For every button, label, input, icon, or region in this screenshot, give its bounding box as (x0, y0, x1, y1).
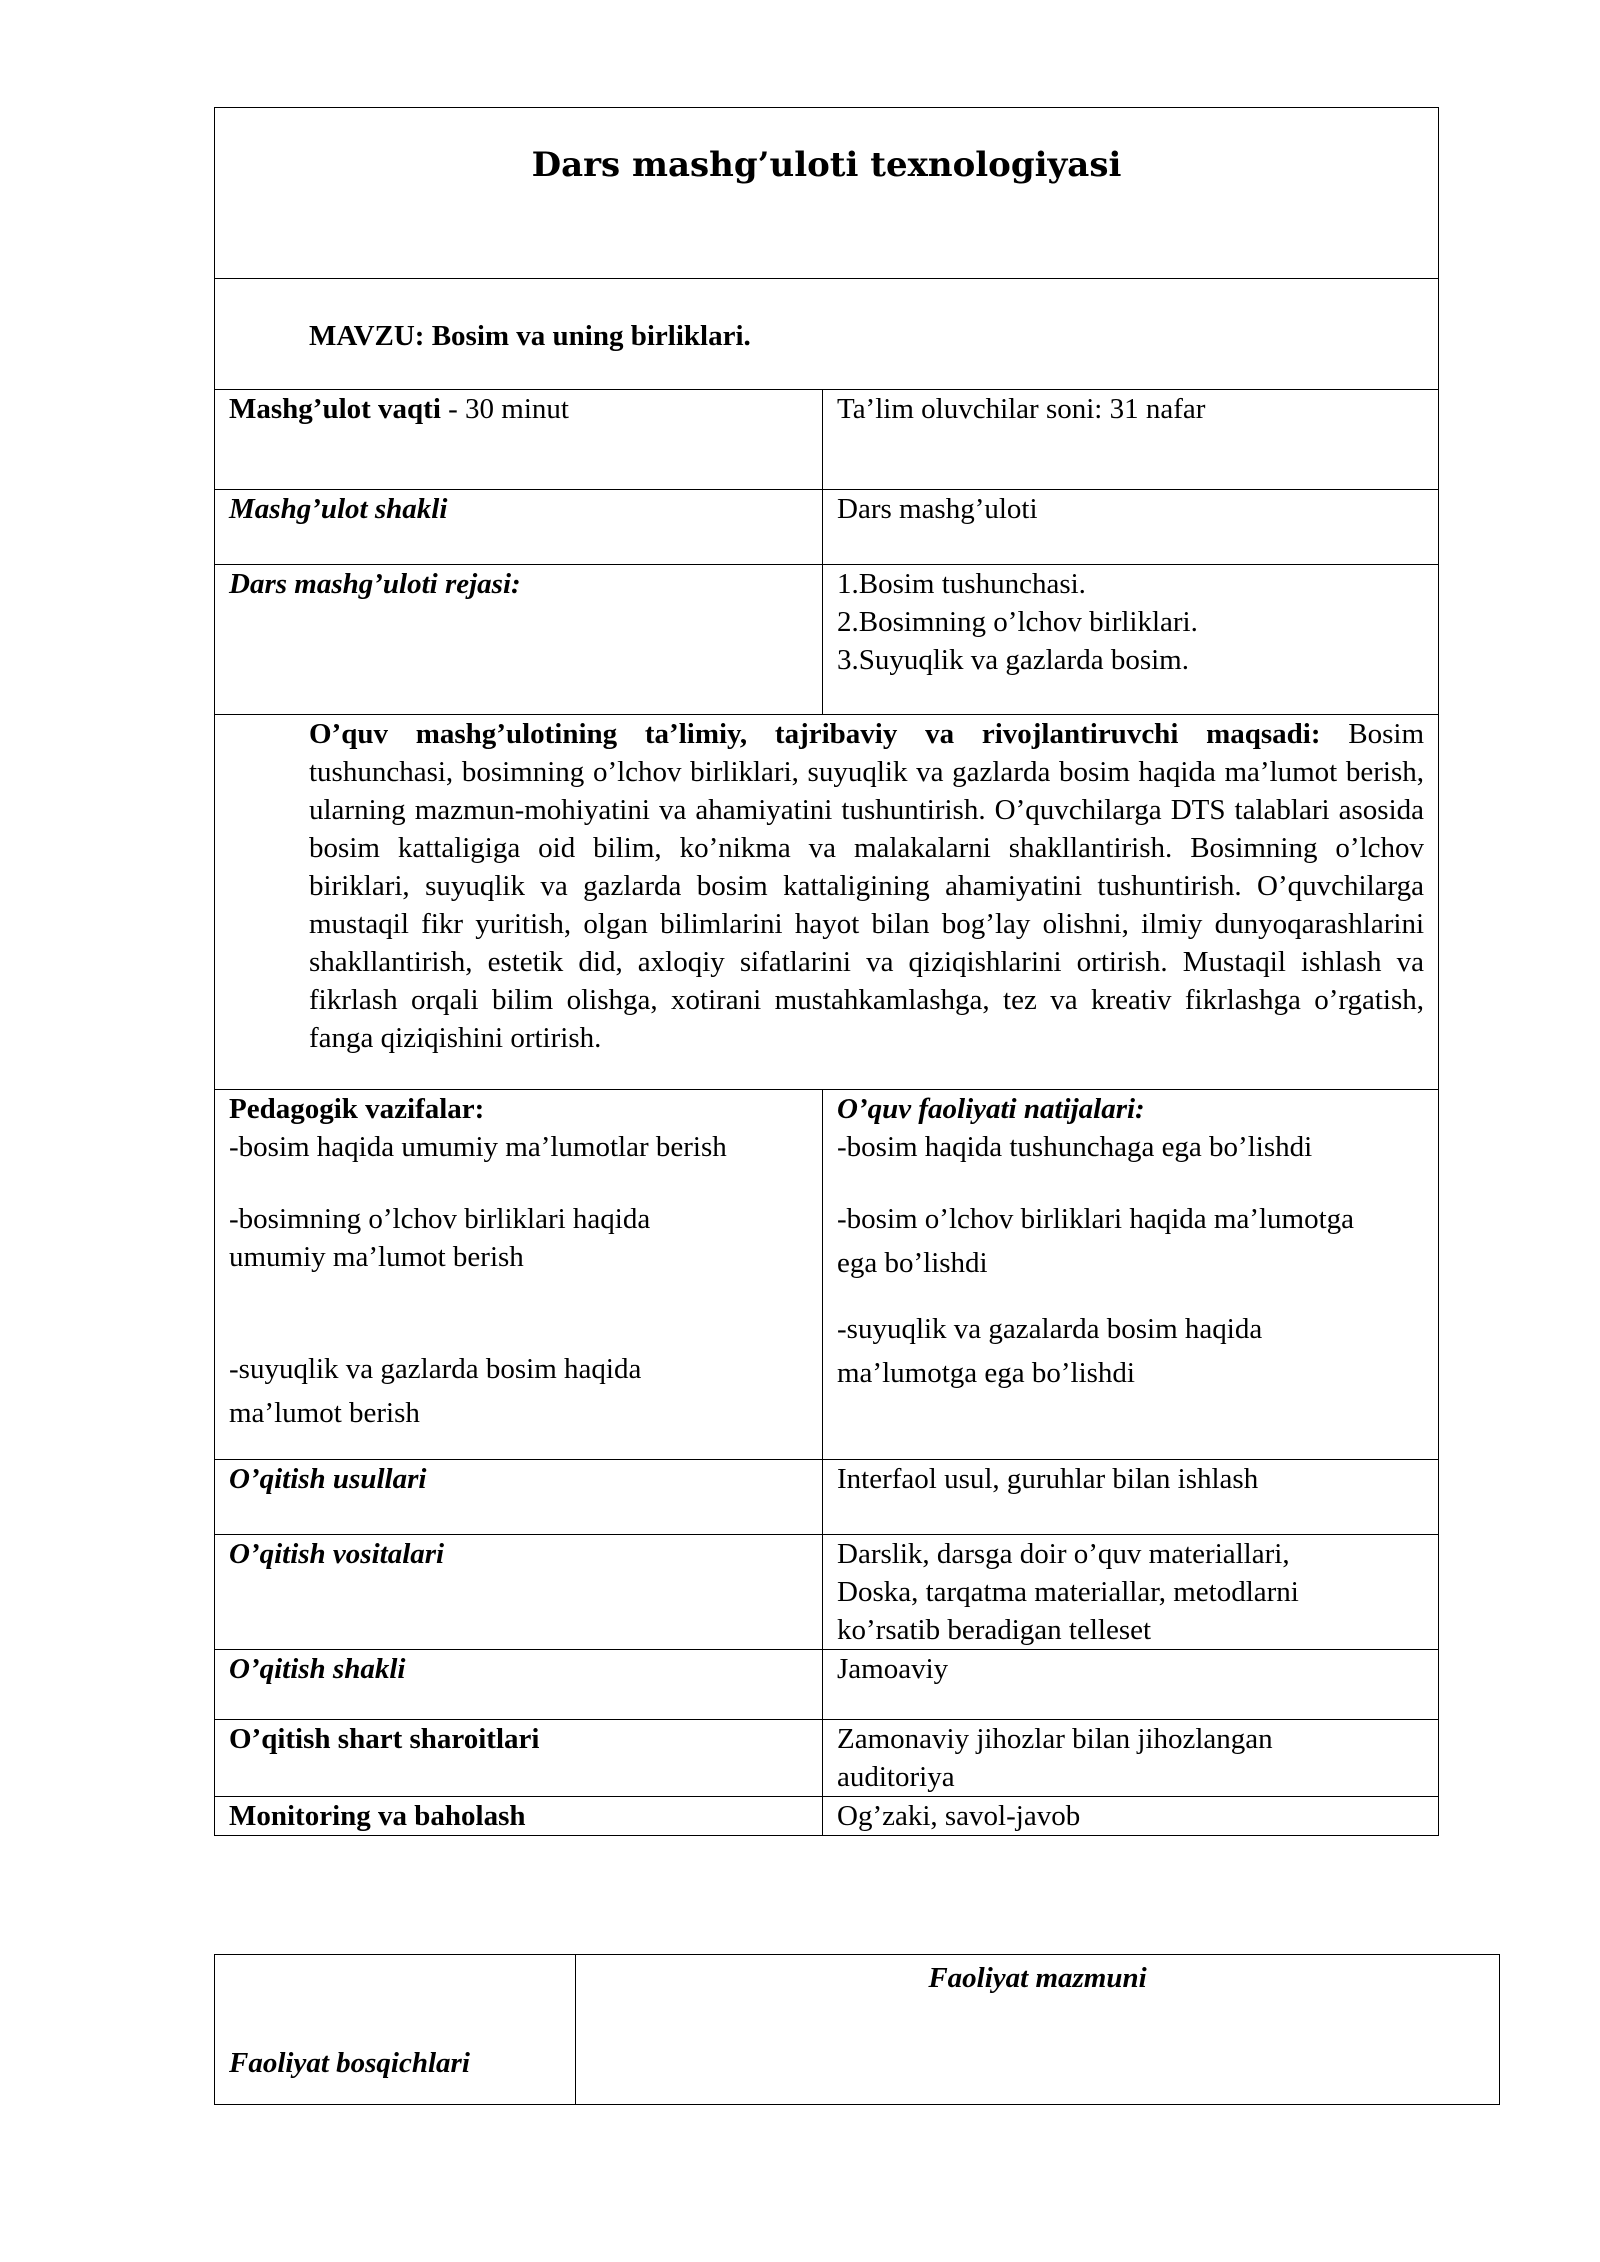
stages-header-cell (215, 1955, 576, 2105)
goal-text: Bosim tushunchasi, bosimning o’lchov birliklari, suyuqlik va gazlarda bosim haqida ma’lumot berish, ularning mazmun-mohiyatini va ahamiyatini tushuntirish. O’quvchilarga DTS talablari asosida bosim kattaligiga oid bilim, ko’nikma va malakalarni shakllantirish. Bosimning o’lchov biriklari, suyuqlik va gazlarda bosim kattaligining ahamiyatini tushuntirish. O’quvchilarga mustaqil fikr yuritish, olgan bilimlarini hayot bilan bog’lay olishni, ilmiy dunyoqarashlarini shakllantirish, estetik did, axloqiy sifatlarini va qiziqishlarini ortirish. Mustaqil ishlash va fikrlash orqali bilim olishga, xotirani mustahkamlashga, tez va kreativ fikrlashga o’rgatish, fanga qiziqishini ortirish. (309, 718, 1425, 1054)
tools-value-cell (823, 1535, 1439, 1650)
goal-cell (215, 715, 1439, 1090)
monitoring-value: Og’zaki, savol-javob (837, 1800, 1081, 1832)
tools-label: O’qitish vositalari (229, 1538, 445, 1570)
duration-cell (215, 390, 823, 490)
duration-value: - 30 minut (440, 393, 569, 425)
students-cell (823, 390, 1439, 490)
conditions-value-cell (823, 1720, 1439, 1797)
title-cell (215, 108, 1439, 279)
results-item: -bosim o’lchov birliklari haqida ma’lumotga (837, 1203, 1355, 1235)
tools-label-cell (215, 1535, 823, 1650)
plan-item: 1.Bosim tushunchasi. (837, 568, 1086, 600)
results-label: O’quv faoliyati natijalari: (837, 1093, 1145, 1125)
conditions-line: Zamonaviy jihozlar bilan jihozlangan (837, 1723, 1273, 1755)
results-item: ma’lumotga ega bo’lishdi (837, 1357, 1135, 1389)
pedagogical-cell (215, 1090, 823, 1460)
pedagogical-item: umumiy ma’lumot berish (229, 1241, 524, 1273)
conditions-label: O’qitish shart sharoitlari (229, 1723, 540, 1755)
results-item: -bosim haqida tushunchaga ega bo’lishdi (837, 1131, 1313, 1163)
conditions-label-cell (215, 1720, 823, 1797)
pedagogical-label: Pedagogik vazifalar: (229, 1093, 485, 1125)
methods-label-cell (215, 1460, 823, 1535)
stages-label: Faoliyat bosqichlari (229, 2047, 470, 2079)
results-item: ega bo’lishdi (837, 1247, 988, 1279)
methods-value-cell (823, 1460, 1439, 1535)
teaching-form-label: O’qitish shakli (229, 1653, 406, 1685)
plan-label: Dars mashg’uloti rejasi: (229, 568, 521, 600)
tools-line: ko’rsatib beradigan telleset (837, 1614, 1152, 1646)
goal-paragraph (229, 715, 1424, 1057)
conditions-line: auditoriya (837, 1761, 955, 1793)
form-value-cell (823, 490, 1439, 565)
students-count: Ta’lim oluvchilar soni: 31 nafar (837, 393, 1206, 425)
pedagogical-item: -bosim haqida umumiy ma’lumotlar berish (229, 1131, 727, 1163)
activity-table (214, 1954, 1500, 2105)
goal-label: O’quv mashg’ulotining ta’limiy, tajribaviy va rivojlantiruvchi maqsadi: (309, 718, 1321, 750)
teaching-form-value: Jamoaviy (837, 1653, 949, 1685)
monitoring-value-cell (823, 1797, 1439, 1836)
teaching-form-value-cell (823, 1650, 1439, 1720)
topic-cell (215, 279, 1439, 390)
lesson-technology-table (214, 107, 1439, 1836)
methods-label: O’qitish usullari (229, 1463, 427, 1495)
tools-line: Darslik, darsga doir o’quv materiallari, (837, 1538, 1290, 1570)
results-cell (823, 1090, 1439, 1460)
plan-label-cell (215, 565, 823, 715)
content-header-cell (576, 1955, 1500, 2105)
monitoring-label-cell (215, 1797, 823, 1836)
monitoring-label: Monitoring va baholash (229, 1800, 526, 1832)
form-label: Mashg’ulot shakli (229, 493, 448, 525)
plan-item: 2.Bosimning o’lchov birliklari. (837, 606, 1198, 638)
document-title: Dars mashg’uloti texnologiyasi (531, 145, 1122, 185)
lesson-topic: MAVZU: Bosim va uning birliklari. (309, 320, 751, 352)
form-label-cell (215, 490, 823, 565)
teaching-form-label-cell (215, 1650, 823, 1720)
results-item: -suyuqlik va gazalarda bosim haqida (837, 1313, 1263, 1345)
plan-item: 3.Suyuqlik va gazlarda bosim. (837, 644, 1189, 676)
tools-line: Doska, tarqatma materiallar, metodlarni (837, 1576, 1299, 1608)
pedagogical-item: -suyuqlik va gazlarda bosim haqida (229, 1353, 642, 1385)
methods-value: Interfaol usul, guruhlar bilan ishlash (837, 1463, 1259, 1495)
form-value: Dars mashg’uloti (837, 493, 1038, 525)
pedagogical-item: -bosimning o’lchov birliklari haqida (229, 1203, 651, 1235)
plan-items-cell (823, 565, 1439, 715)
duration-label: Mashg’ulot vaqti (229, 393, 441, 425)
pedagogical-item: ma’lumot berish (229, 1397, 420, 1429)
content-label: Faoliyat mazmuni (928, 1962, 1147, 1994)
